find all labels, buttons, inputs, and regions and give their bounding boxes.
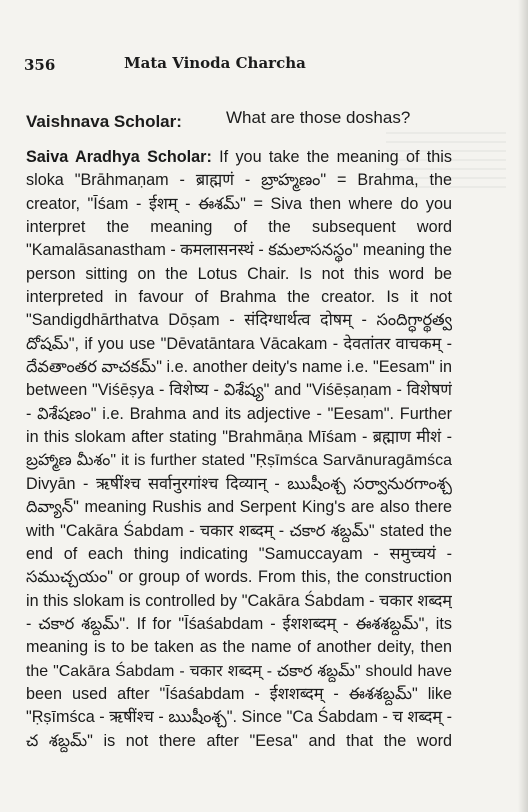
answer-line: బ్రహ్మాణ మీశం" it is further stated "Ṛṣīmśca Sarvānuragāmśca xyxy=(26,452,452,470)
answer-line: "Kamalāsanastham - कमलासनस्थं - కమలాసనస్థం" meaning the xyxy=(26,241,452,260)
answer-line: been used after "Īśaśabdam - ईशशब्दम् - ఈశశబ్దమ్" like xyxy=(26,684,452,703)
answer-line: with "Cakāra Śabdam - चकार शब्दम् - చకార శబ్దమ్" stated the xyxy=(26,521,452,540)
running-title: Mata Vinoda Charcha xyxy=(124,54,306,72)
answer-line: దేవతాంతర వాచకమ్" i.e. another deity's name i.e. "Eesam" in xyxy=(26,358,452,377)
page-edge-shadow xyxy=(518,0,528,812)
answer-line: - విశేషణం" i.e. Brahma and its adjective - "Eesam". Further xyxy=(26,404,452,423)
answer-line: "Ṛṣīmśca - ऋषींश्च - ఋషీంశ్చ". Since "Ca Śabdam - च शब्दम् - xyxy=(26,708,452,727)
answer-line: "Sandigdhārthatva Dōṣam - संदिग्धार्थत्व दोषम् - సందిగ్ధార్థత్వ xyxy=(26,311,452,330)
question-text: What are those doshas? xyxy=(226,108,411,127)
answer-line: చ శబ్దమ్" is not there after "Eesa" and that the word xyxy=(26,731,452,750)
answer-line xyxy=(26,146,452,169)
answer-line: దివ్యాన్" meaning Rushis and Serpent King's are also there xyxy=(26,498,452,517)
answer-line: Divyān - ऋषींश्च सर्वानुरगांश्च दिव्यान् - ఋషీంశ్చ సర్వానురగాంశ్చ xyxy=(26,474,452,493)
answer-line: the "Cakāra Śabdam - चकार शब्दम् - చకార శబ్దమ్" should have xyxy=(26,662,452,680)
answer-line: sloka "Brāhmaṇam - ब्राह्मणं - బ్రాహ్మణం" = Brahma, the xyxy=(26,171,452,190)
answer-paragraph xyxy=(26,146,452,753)
answer-line: between "Viśēṣya - विशेष्य - విశేష్య" and "Viśēṣaṇam - विशेषणं xyxy=(26,381,452,400)
answer-line: interpret the meaning of the subsequent word xyxy=(26,218,452,237)
answer-speaker: Saiva Aradhya Scholar: xyxy=(26,148,212,166)
answer-line: meaning is to be taken as the name of another deity, then xyxy=(26,638,452,657)
question-line xyxy=(26,108,498,132)
answer-line-text: If you take the meaning of this xyxy=(211,148,452,166)
question-speaker: Vaishnava Scholar: xyxy=(26,112,182,131)
page-number: 356 xyxy=(24,56,56,74)
answer-line: person sitting on the Lotus Chair. Is not this word be xyxy=(26,264,452,283)
answer-line: in this slokam is controlled by "Cakāra Śabdam - चकार शब्दम् xyxy=(26,591,452,610)
answer-line: సముచ్చయం" or group of words. From this, the construction xyxy=(26,568,452,587)
answer-line: interpreted in favour of Brahma the creator. Is it not xyxy=(26,288,452,307)
answer-line: - చకార శబ్దమ్". If for "Īśaśabdam - ईशशब्दम् - ఈశశబ్దమ్", its xyxy=(26,614,452,633)
answer-line: end of each thing indicating "Samuccayam - समुच्चयं - xyxy=(26,544,452,563)
answer-line: creator, "Īśam - ईशम् - ఈశమ్" = Siva then where do you xyxy=(26,194,452,213)
page-header xyxy=(24,54,498,76)
answer-line: దోషమ్", if you use "Dēvatāntara Vācakam - देवतांतर वाचकम् - xyxy=(26,334,452,353)
answer-line: in this slokam after stating "Brahmāṇa Mīśam - ब्रह्माण मीशं - xyxy=(26,428,452,447)
